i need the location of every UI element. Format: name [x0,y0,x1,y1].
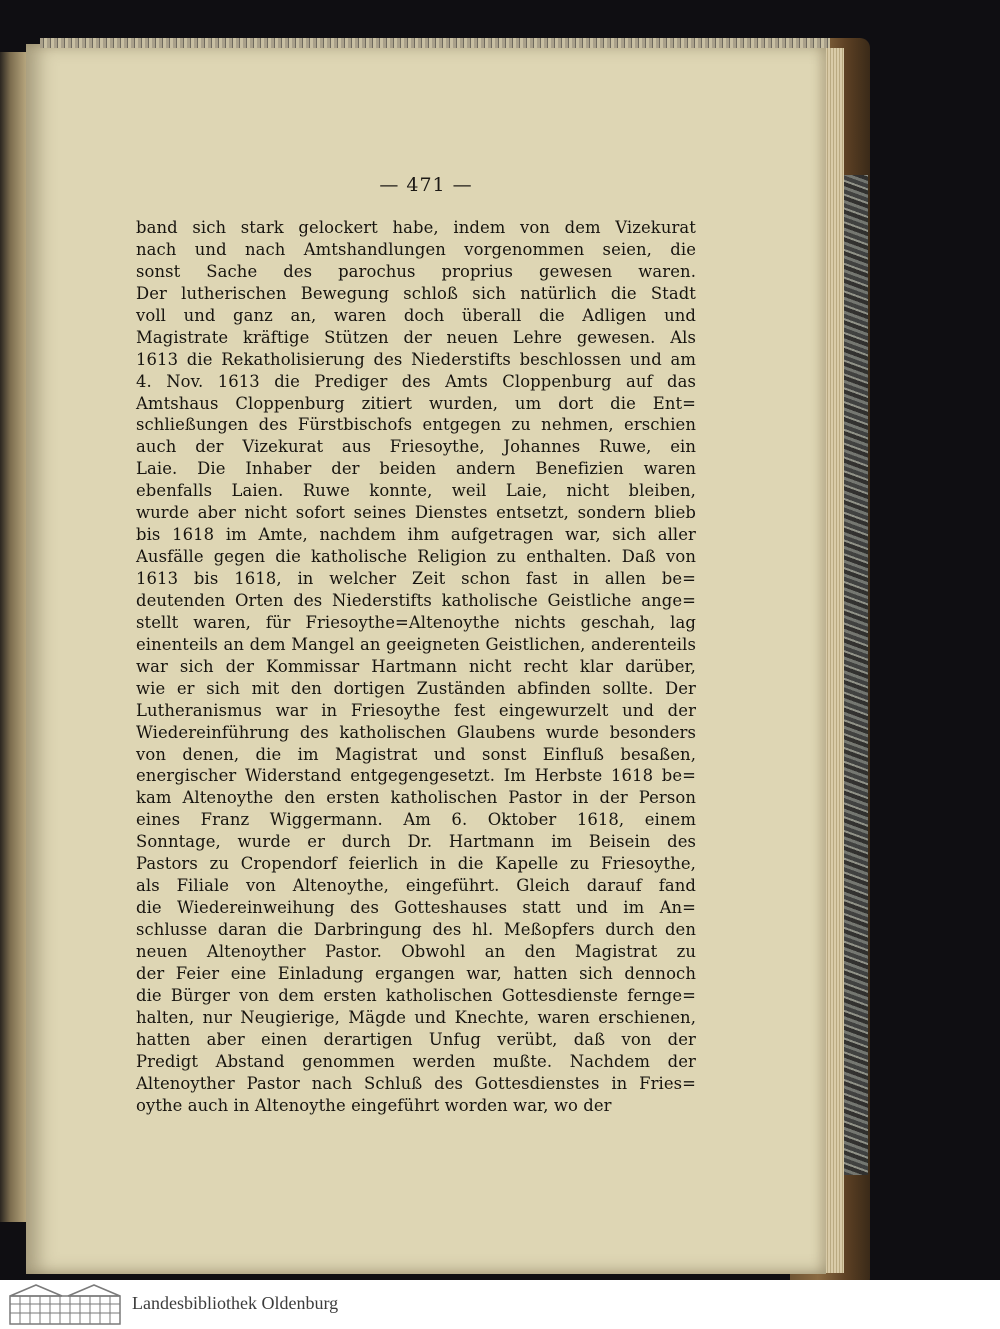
library-building-icon [6,1282,124,1326]
library-name: Landesbibliothek Oldenburg [132,1293,339,1313]
text-line: die Wiedereinweihung des Gotteshauses statt und im An= [136,898,696,918]
text-line: die Bürger von dem ersten katholischen Gottesdienste ferngе= [136,985,696,1005]
text-line: energischer Widerstand entgegengesetzt. Im Herbste 1618 be= [136,766,696,786]
text-line: 1613 bis 1618, in welcher Zeit schon fast in allen be= [136,569,696,588]
text-line: einenteils an dem Mangel an geeigneten Geistlichen, anderenteils [136,634,696,654]
text-line: nach und nach Amtshandlungen vorgenommen seien, die [136,239,696,259]
text-line: 1613 die Rekatholisierung des Niederstifts beschlossen und am [136,349,696,369]
text-line: der Feier eine Einladung ergangen war, hatten sich dennoch [136,963,696,983]
text-line: voll und ganz an, waren doch überall die Adligen und [136,305,696,325]
text-line: Pastors zu Cropendorf feierlich in die Kapelle zu Friesoythe, [136,854,696,874]
text-line: Predigt Abstand genommen werden mußte. Nachdem der [136,1051,696,1071]
text-line: als Filiale von Altenoythe, eingeführt. Gleich darauf fand [136,876,696,896]
text-line: deutenden Orten des Niederstifts katholische Geistliche ange= [136,590,696,610]
text-line: schließungen des Fürstbischofs entgegen zu nehmen, erschien [136,415,696,435]
text-line: neuen Altenoyther Pastor. Obwohl an den Magistrat zu [136,941,696,961]
text-line: war sich der Kommissar Hartmann nicht recht klar darüber, [136,656,696,676]
text-line: ebenfalls Laien. Ruwe konnte, weil Laie, nicht bleiben, [136,481,696,501]
text-line: Laie. Die Inhaber der beiden andern Benefizien waren [136,459,696,479]
text-line: Altenoyther Pastor nach Schluß des Gottesdienstes in Fries= [136,1073,696,1093]
left-page-edge [0,52,26,1222]
text-line: von denen, die im Magistrat und sonst Einfluß besaßen, [136,744,696,764]
text-line: stellt waren, für Friesoythe=Altenoythe nichts geschah, lag [136,612,696,632]
text-line: bis 1618 im Amte, nachdem ihm aufgetragen war, sich aller [136,525,696,545]
text-line: wurde aber nicht sofort seines Dienstes entsetzt, sondern blieb [136,503,696,523]
text-line: band sich stark gelockert habe, indem von dem Vizekurat [136,218,696,237]
text-line: Der lutherischen Bewegung schloß sich natürlich die Stadt [136,283,696,303]
text-line: 4. Nov. 1613 die Prediger des Amts Cloppenburg auf das [136,371,696,391]
text-line: schlusse daran die Darbringung des hl. Meßopfers durch den [136,920,696,939]
text-line: Sonntage, wurde er durch Dr. Hartmann im Beisein des [136,832,696,852]
text-line: wie er sich mit den dortigen Zuständen abfinden sollte. Der [136,678,696,698]
text-line: Ausfälle gegen die katholische Religion zu enthalten. Daß von [136,547,696,567]
marbled-edge [842,175,868,1175]
text-line: halten, nur Neugierige, Mägde und Knechte, waren erschienen, [136,1007,696,1027]
text-line: oythe auch in Altenoythe eingeführt worden war, wo der [136,1095,612,1115]
page-top-edge [40,38,830,48]
text-line: Lutheranismus war in Friesoythe fest eingewurzelt und der [136,700,696,720]
book-page [26,44,826,1274]
text-line: kam Altenoythe den ersten katholischen Pastor in der Person [136,788,696,808]
text-line: auch der Vizekurat aus Friesoythe, Johannes Ruwe, ein [136,437,696,457]
text-line: Magistrate kräftige Stützen der neuen Lehre gewesen. Als [136,327,696,347]
text-line: Wiedereinführung des katholischen Glaubens wurde besonders [136,722,696,742]
page-number: — 471 — [379,174,473,196]
text-line: hatten aber einen derartigen Unfug verübt, daß von der [136,1029,696,1049]
text-line: Amtshaus Cloppenburg zitiert wurden, um dort die Ent= [136,393,696,413]
text-block [136,217,696,1116]
footer-bar [0,1280,1000,1329]
text-line: eines Franz Wiggermann. Am 6. Oktober 1618, einem [136,810,696,830]
text-line: sonst Sache des parochus proprius gewesen waren. [136,261,696,281]
